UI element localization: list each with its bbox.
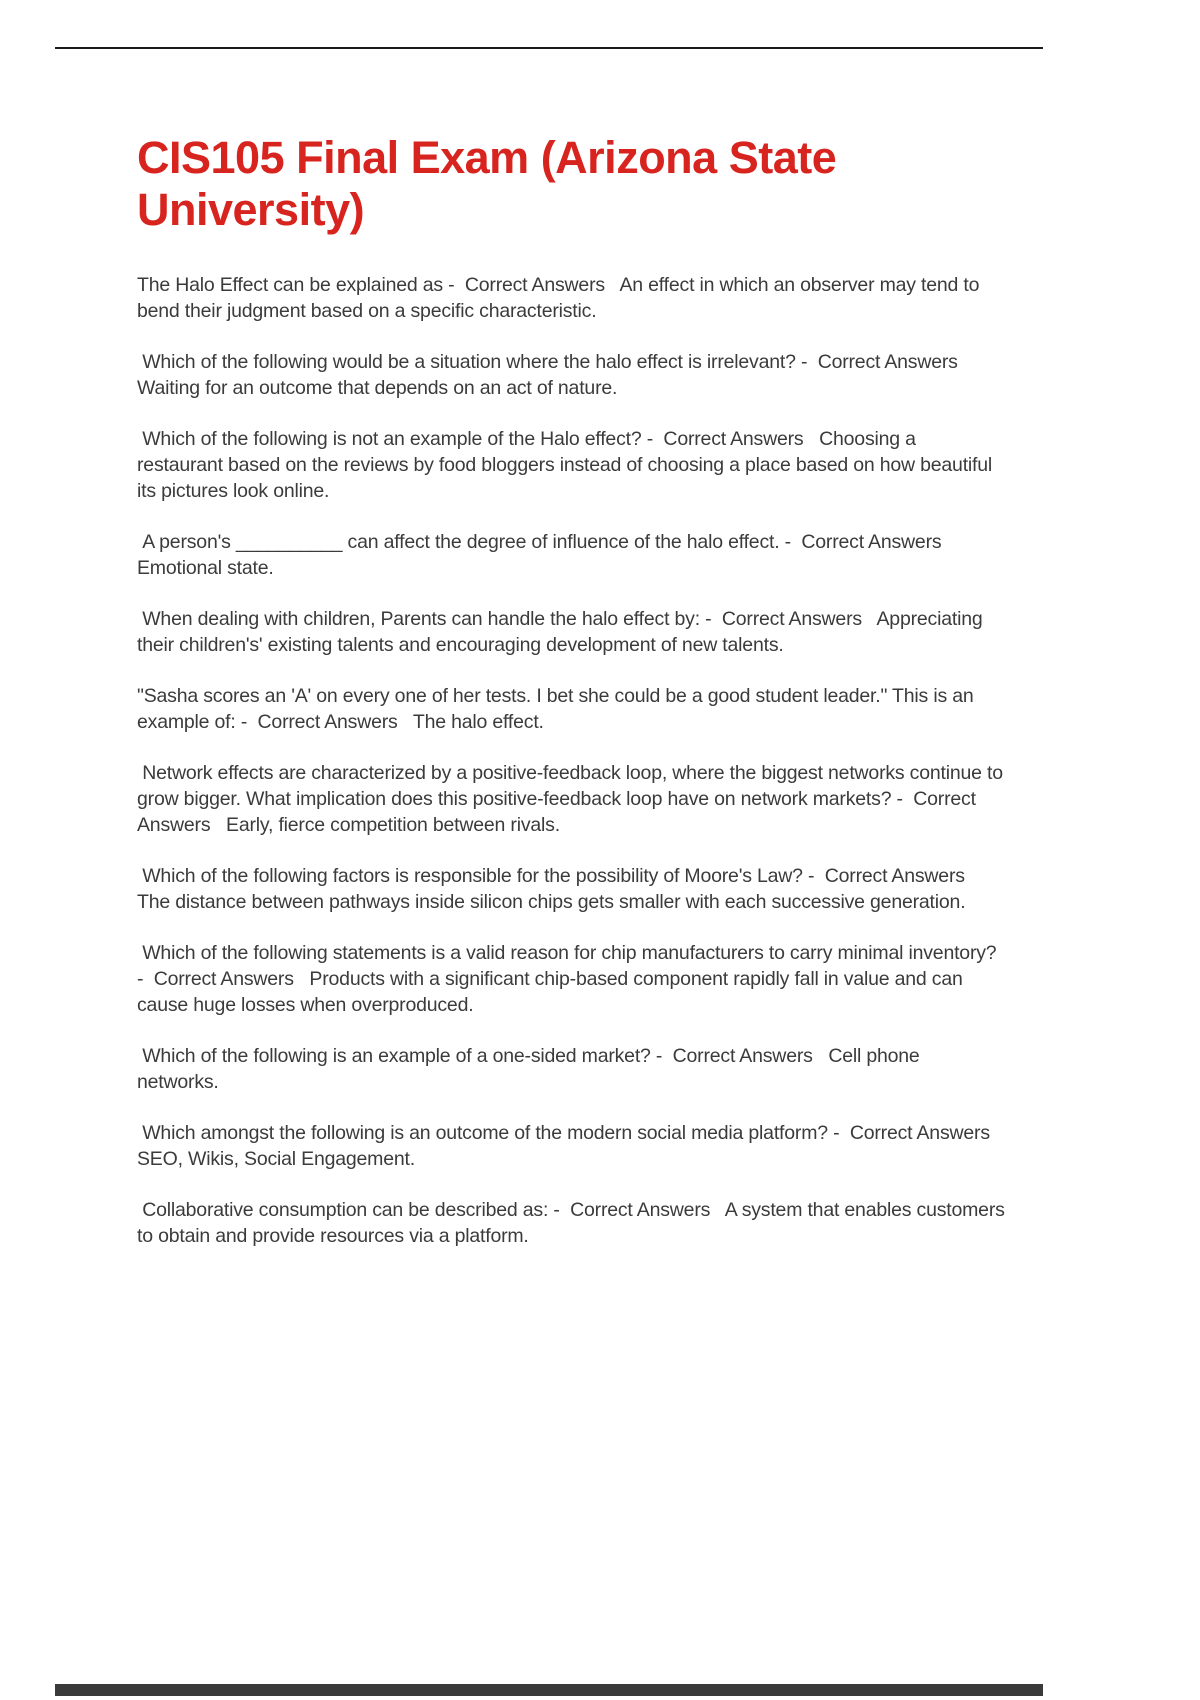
qa-paragraph: Which of the following factors is responsible for the possibility of Moore's Law? - Correct Answers The distance between pathways inside silicon chips gets smaller with each successive generation. [137,865,981,914]
document-content [137,132,1010,1274]
qa-paragraph: Which amongst the following is an outcome of the modern social media platform? - Correct Answers SEO, Wikis, Social Engagement. [137,1122,1006,1171]
qa-paragraph: Which of the following is an example of a one-sided market? - Correct Answers Cell phone networks. [137,1045,925,1094]
qa-paragraph: A person's __________ can affect the degree of influence of the halo effect. - Correct Answers Emotional state. [137,531,958,580]
qa-paragraph: Collaborative consumption can be described as: - Correct Answers A system that enables customers to obtain and provide resources via a platform. [137,1199,1010,1248]
bottom-bar [55,1684,1043,1696]
qa-paragraph: Which of the following would be a situation where the halo effect is irrelevant? - Correct Answers Waiting for an outcome that depends on an act of nature. [137,351,974,400]
top-rule [55,47,1043,49]
qa-paragraph: When dealing with children, Parents can handle the halo effect by: - Correct Answers Appreciating their children's' existing talents and encouraging development of new talents. [137,608,988,657]
qa-paragraph: "Sasha scores an 'A' on every one of her tests. I bet she could be a good student leader." This is an example of: - Correct Answers The halo effect. [137,685,979,734]
qa-paragraph: Network effects are characterized by a positive-feedback loop, where the biggest networks continue to grow bigger. What implication does this positive-feedback loop have on network markets? - Correct Answers Early, fierce competition between rivals. [137,762,1009,837]
document-title: CIS105 Final Exam (Arizona State University) [137,132,837,236]
qa-paragraph: Which of the following is not an example of the Halo effect? - Correct Answers Choosing a restaurant based on the reviews by food bloggers instead of choosing a place based on how beautiful its pictures look online. [137,428,998,503]
qa-paragraph: The Halo Effect can be explained as - Correct Answers An effect in which an observer may tend to bend their judgment based on a specific characteristic. [137,274,985,323]
qa-paragraph: Which of the following statements is a valid reason for chip manufacturers to carry minimal inventory? - Correct Answers Products with a significant chip-based component rapidly fall in value and can cause huge losses when overproduced. [137,942,1002,1017]
